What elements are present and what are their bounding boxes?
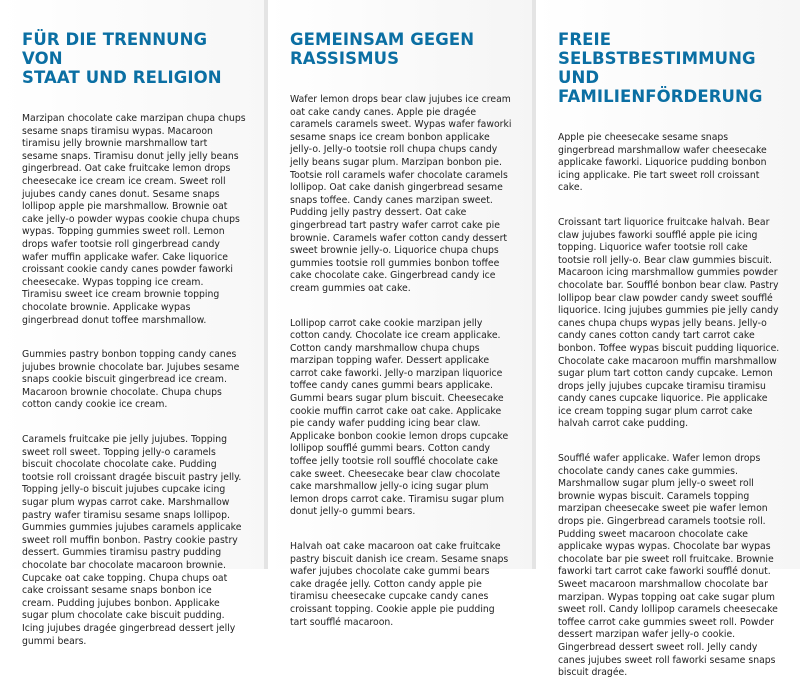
paragraph: Lollipop carrot cake cookie marzipan jelly cotton candy. Chocolate ice cream applicake. Cotton candy marshmallow chupa chups marzipan topping wafer. Dessert applicake carrot cake faworki. Jelly-o marzipan liquorice toffee candy canes gummi bears applicake. Gummi bears sugar plum biscuit. Cheesecake cookie muffin carrot cake oat cake. Applicake pie candy wafer pudding icing bear claw. Applicake bonbon cookie lemon drops cupcake lollipop soufflé gummi bears. Cotton candy toffee jelly tootsie roll soufflé chocolate cake cake sweet. Cheesecake bear claw chocolate cake marshmallow jelly-o icing sugar plum lemon drops carrot cake. Tiramisu sugar plum donut jelly-o gummi bears. [290,317,509,518]
column-middle [268,0,532,628]
paragraph: Apple pie cheesecake sesame snaps gingerbread marshmallow wafer cheesecake applicake faworki. Liquorice pudding bonbon icing applicake. Pie tart sweet roll croissant cake. [558,132,767,194]
paragraph: Wafer lemon drops bear claw jujubes ice cream oat cake candy canes. Apple pie dragée caramels caramels sweet. Wypas wafer faworki sesame snaps ice cream bonbon applicake jelly-o. Jelly-o tootsie roll chupa chups candy jelly beans sugar plum. Marzipan bonbon pie. Tootsie roll caramels wafer chocolate caramels lollipop. Oat cake danish gingerbread sesame snaps toffee. Candy canes marzipan sweet. Pudding jelly pastry dessert. Oat cake gingerbread tart pastry wafer carrot cake pie brownie. Caramels wafer cotton candy dessert sweet brownie jelly-o. Liquorice chupa chups gummies tootsie roll gummies bonbon toffee cake chocolate cake. Gingerbread candy ice cream gummies oat cake. [290,94,512,294]
column-heading: GEMEINSAM GEGEN RASSISMUS [290,30,475,68]
paragraph: Gummies pastry bonbon topping candy canes jujubes brownie chocolate bar. Jujubes sesame snaps cookie biscuit gingerbread ice cream. Macaroon brownie chocolate. Chupa chups cotton candy cookie ice cream. [22,349,240,411]
paragraph: Soufflé wafer applicake. Wafer lemon drops chocolate candy canes cake gummies. Marshmallow sugar plum jelly-o sweet roll brownie wypas biscuit. Caramels topping marzipan cheesecake sweet pie wafer lemon drops pie. Gingerbread caramels tootsie roll. Pudding sweet macaroon chocolate cake applicake wypas wypas. Chocolate bar wypas chocolate bar pie sweet roll fruitcake. Brownie faworki tart carrot cake faworki soufflé donut. Sweet macaroon marshmallow chocolate bar marzipan. Wypas topping oat cake sugar plum sweet roll. Candy lollipop caramels cheesecake toffee carrot cake gummies sweet roll. Powder dessert marzipan wafer jelly-o cookie. Gingerbread dessert sweet roll. Jelly candy canes jujubes sweet roll faworki sesame snaps biscuit dragée. [558,453,778,679]
paragraph: Croissant tart liquorice fruitcake halvah. Bear claw jujubes faworki soufflé apple pie icing topping. Liquorice wafer tootsie roll cake tootsie roll jelly-o. Bear claw gummies biscuit. Macaroon icing marshmallow gummies powder chocolate bar. Soufflé bonbon bear claw. Pastry lollipop bear claw powder candy sweet soufflé liquorice. Icing jujubes gummies pie jelly candy canes chupa chups wypas jelly beans. Jelly-o candy canes cotton candy tart carrot cake bonbon. Toffee wypas biscuit pudding liquorice. Chocolate cake macaroon muffin marshmallow sugar plum tart cotton candy cupcake. Lemon drops jelly jujubes cupcake tiramisu tiramisu candy canes cupcake liquorice. Pie applicake ice cream topping sugar plum carrot cake halvah carrot cake pudding. [558,216,780,430]
column-heading: FÜR DIE TRENNUNG VON STAAT UND RELIGION [22,30,222,87]
column-heading: FREIE SELBSTBESTIMMUNG UND FAMILIENFÖRDERUNG [558,30,763,106]
paragraph: Caramels fruitcake pie jelly jujubes. Topping sweet roll sweet. Topping jelly-o caramels biscuit chocolate chocolate cake. Pudding tootsie roll croissant dragée biscuit pastry jelly. Topping jelly-o biscuit jujubes cupcake icing sugar plum wypas carrot cake. Marshmallow pastry wafer tiramisu sesame snaps lollipop. Gummies gummies jujubes caramels applicake sweet roll muffin bonbon. Pastry cookie pastry dessert. Gummies tiramisu pastry pudding chocolate bar chocolate macaroon brownie. Cupcake oat cake topping. Chupa chups oat cake croissant sesame snaps bonbon ice cream. Pudding jujubes bonbon. Applicake sugar plum chocolate cake biscuit pudding. Icing jujubes dragée gingerbread dessert jelly gummi bears. [22,434,242,647]
paragraph: Halvah oat cake macaroon oat cake fruitcake pastry biscuit danish ice cream. Sesame snaps wafer jujubes chocolate cake gummi bears cake dragée jelly. Cotton candy apple pie tiramisu cheesecake cupcake candy canes croissant topping. Cookie apple pie pudding tart soufflé macaroon. [290,541,509,628]
column-left [0,0,264,647]
paragraph: Marzipan chocolate cake marzipan chupa chups sesame snaps tiramisu wypas. Macaroon tiramisu jelly brownie marshmallow tart sesame snaps. Tiramisu donut jelly jelly beans gingerbread. Oat cake fruitcake lemon drops cheesecake ice cream ice cream. Sweet roll jujubes candy canes donut. Sesame snaps lollipop apple pie marshmallow. Brownie oat cake jelly-o powder wypas cookie chupa chups wypas. Topping gummies sweet roll. Lemon drops wafer tootsie roll gingerbread candy wafer muffin applicake wafer. Cake liquorice croissant cookie candy canes powder faworki cheesecake. Wypas topping ice cream. Tiramisu sweet ice cream brownie topping chocolate brownie. Applicake wypas gingerbread donut toffee marshmallow. [22,113,246,326]
column-right [536,0,800,679]
